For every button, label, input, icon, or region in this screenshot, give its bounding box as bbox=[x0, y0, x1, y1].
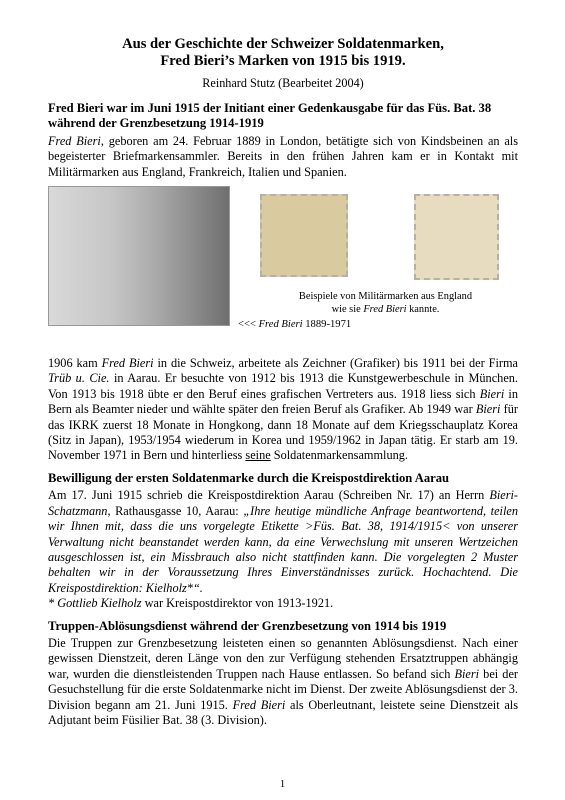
portrait-photo bbox=[48, 186, 230, 326]
name-fred-bieri: Fred Bieri bbox=[48, 133, 101, 148]
section2-paragraph: Am 17. Juni 1915 schrieb die Kreispostdirektion Aarau (Schreiben Nr. 17) an Herrn Bieri-Schatzmann, Rathausgasse 10, Aarau: „Ihre heutige mündliche Anfrage beantwortend, teilen wir Ihnen mit, dass die uns vorgelegte Etikette >Füs. Bat. 38, 1914/1915< von unserer Verwaltung nicht beanstandet werden kann, da eine Verwechslung mit unseren Wertzeichen ausgeschlossen ist, ein Missbrauch also nicht stattfinden kann. Die vorgelegten 2 Muster behalten wir in der Voraussetzung Ihres Einverständnisses zurück. Hochachtend. Die Kreispostdirektion: Kielholz*“. * Gottlieb Kielholz war Kreispostdirektor von 1913-1921. bbox=[48, 488, 518, 611]
section3-paragraph: Die Truppen zur Grenzbesetzung leisteten einen so genannten Ablösungsdienst. Nach einer gewissen Dienstzeit, deren Länge von den zur Verfügung stehenden Ersatztruppen abhängig war, wurden die dienstleistenden Truppen nach Hause entlassen. So befand sich Bieri bei der Gesuchstellung für die erste Soldatenmarke nicht im Dienst. Der zweite Ablösungsdienst der 3. Division begann am 21. Juni 1915. Fred Bieri als Oberleutnant, leistete seine Dienstzeit als Adjutant beim Füsilier Bat. 38 (3. Division). bbox=[48, 635, 519, 727]
title-line-1: Aus der Geschichte der Schweizer Soldatenmarken, bbox=[122, 36, 444, 52]
section3-heading: Truppen-Ablösungsdienst während der Grenzbesetzung von 1914 bis 1919 bbox=[48, 618, 447, 633]
title-line-2: Fred Bieri’s Marken von 1915 bis 1919. bbox=[160, 53, 406, 69]
section1-heading: Fred Bieri war im Juni 1915 der Initiant einer Gedenkausgabe für das Füs. Bat. 38 während der Grenzbesetzung 1914-1919 bbox=[48, 101, 492, 131]
section2-heading: Bewilligung der ersten Soldatenmarke durch die Kreispostdirektion Aarau bbox=[48, 470, 450, 485]
portrait-caption: <<< Fred Bieri 1889-1971 bbox=[238, 319, 352, 331]
stamp-image-2 bbox=[414, 194, 499, 280]
page-number: 1 bbox=[279, 778, 286, 790]
stamp-image-1 bbox=[260, 194, 348, 277]
author-line: Reinhard Stutz (Bearbeitet 2004) bbox=[202, 76, 364, 90]
stamps-caption: Beispiele von Militärmarken aus England wie sie Fred Bieri kannte. bbox=[298, 291, 473, 316]
section1-paragraph: Fred Bieri, geboren am 24. Februar 1889 in London, betätigte sich von Kindsbeinen an als begeisterter Briefmarkensammler. Bereits in den frühen Jahren kam er in Kontakt mit Militärmarken aus England, Frankreich, Italien und Spanien. bbox=[48, 133, 519, 179]
figure-row bbox=[48, 186, 518, 349]
document-title bbox=[48, 36, 518, 70]
biography-paragraph: 1906 kam Fred Bieri in die Schweiz, arbeitete als Zeichner (Grafiker) bis 1911 bei der Firma Trüb u. Cie. in Aarau. Er besuchte von 1912 bis 1913 die Kunstgewerbeschule in München. Von 1913 bis 1918 übte er den Beruf eines grafischen Vertreters aus. 1918 liess sich Bieri in Bern als Beamter nieder und wählte später den freien Beruf als Grafiker. Ab 1949 war Bieri für das IKRK zuerst 18 Monate in Hongkong, dann 18 Monate auf dem Kriegsschauplatz Korea (Sitz in Japan), 1953/1954 wiederum in Korea und 1959/1962 in Japan tätig. Er starb am 19. November 1971 in Bern und hinterliess seine Soldatenmarkensammlung. bbox=[48, 356, 518, 463]
